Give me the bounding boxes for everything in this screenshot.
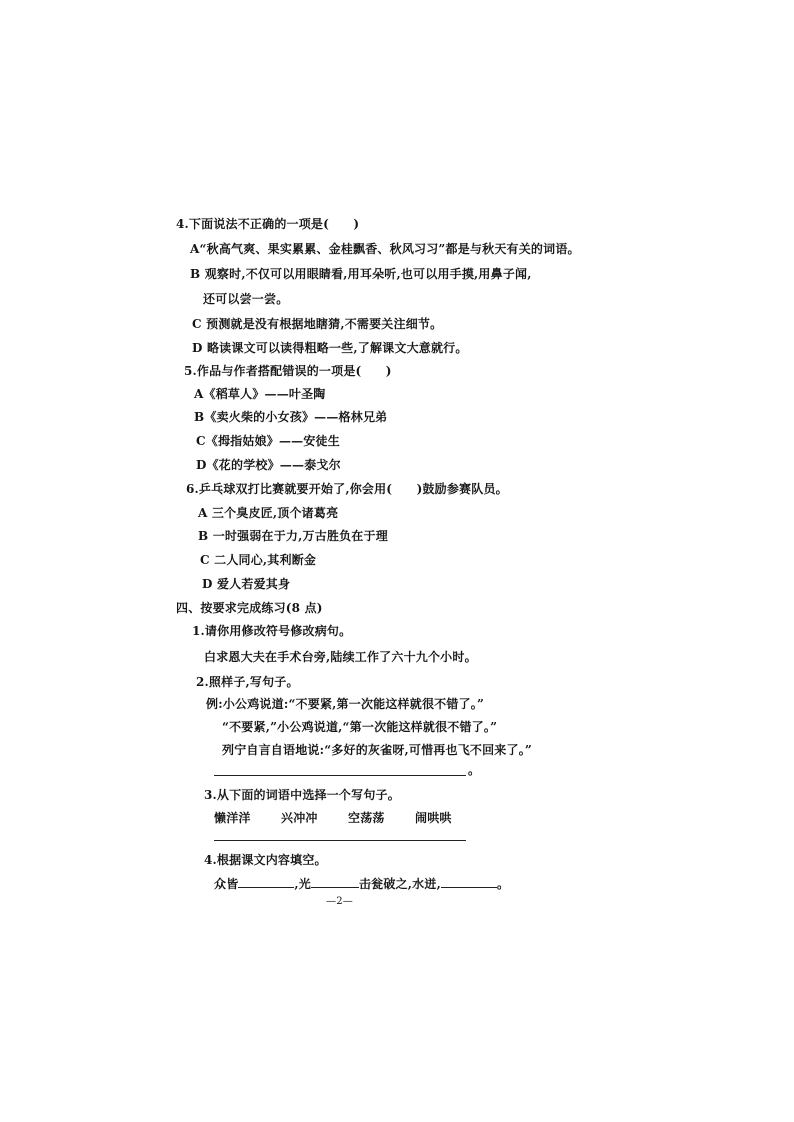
s2-end-period: 。 [468,763,481,777]
s4-text-3: 击瓮破之,水迸, [358,877,441,891]
q5-option-c: C《拇指姑娘》——安徒生 [196,434,340,448]
s2-stem: 2.照样子,写句子。 [196,675,299,689]
q4-option-b-line1: B 观察时,不仅可以用眼睛看,用耳朵听,也可以用手摸,用鼻子闻, [190,267,532,281]
s4-text-1: 众皆 [214,877,239,891]
s3-word: 闹哄哄 [415,811,452,825]
s3-word: 懒洋洋 [214,811,251,825]
s3-stem: 3.从下面的词语中选择一个写句子。 [204,788,400,802]
s4-blank-2[interactable] [311,875,359,888]
s3-word: 空荡荡 [348,811,385,825]
s4-text-4: 。 [496,877,510,891]
q5-option-a: A《稻草人》——叶圣陶 [194,387,326,401]
q6-option-c: C 二人同心,其利断金 [200,553,317,567]
q5-stem: 5.作品与作者搭配错误的一项是( ) [184,364,392,378]
q6-option-a: A 三个臭皮匠,顶个诸葛亮 [198,506,339,520]
s4-text-2: ,光 [294,877,311,891]
s4-blank-1[interactable] [238,875,294,888]
q4-stem: 4.下面说法不正确的一项是( ) [176,217,360,231]
q4-option-a: A“秋高气爽、果实累累、金桂飘香、秋风习习”都是与秋天有关的词语。 [190,242,580,256]
s3-answer-line[interactable] [214,840,466,841]
q5-option-b: B《卖火柴的小女孩》——格林兄弟 [194,410,388,424]
s1-sentence: 白求恩大夫在手术台旁,陆续工作了六十九个小时。 [204,650,477,664]
q5-option-d: D《花的学校》——泰戈尔 [196,458,341,472]
q4-option-c: C 预测就是没有根据地瞎猜,不需要关注细节。 [192,317,443,331]
q4-option-b-line2: 还可以尝一尝。 [203,292,289,306]
s2-example-2: “不要紧,”小公鸡说道,“第一次能这样就很不错了。” [222,720,498,734]
section4-title: 四、按要求完成练习(8 点) [176,601,323,615]
q4-option-d: D 略读课文可以读得粗略一些,了解课文大意就行。 [192,341,468,355]
s2-answer-line[interactable] [214,775,466,776]
page-number: —2— [326,896,353,907]
s4-stem: 4.根据课文内容填空。 [204,853,327,867]
s2-task: 列宁自言自语地说:“多好的灰雀呀,可惜再也飞不回来了。” [222,743,533,757]
s1-stem: 1.请你用修改符号修改病句。 [192,624,352,638]
s2-example-1: 例:小公鸡说道:“不要紧,第一次能这样就很不错了。” [206,697,485,711]
q6-stem: 6.乒乓球双打比赛就要开始了,你会用( )鼓励参赛队员。 [186,482,508,496]
s4-fill-line [214,875,509,892]
s3-word: 兴冲冲 [281,811,318,825]
q6-option-d: D 爱人若爱其身 [202,577,291,591]
s4-blank-3[interactable] [441,875,497,888]
q6-option-b: B 一时强弱在于力,万古胜负在于理 [198,529,388,543]
s3-word-list [214,810,478,826]
